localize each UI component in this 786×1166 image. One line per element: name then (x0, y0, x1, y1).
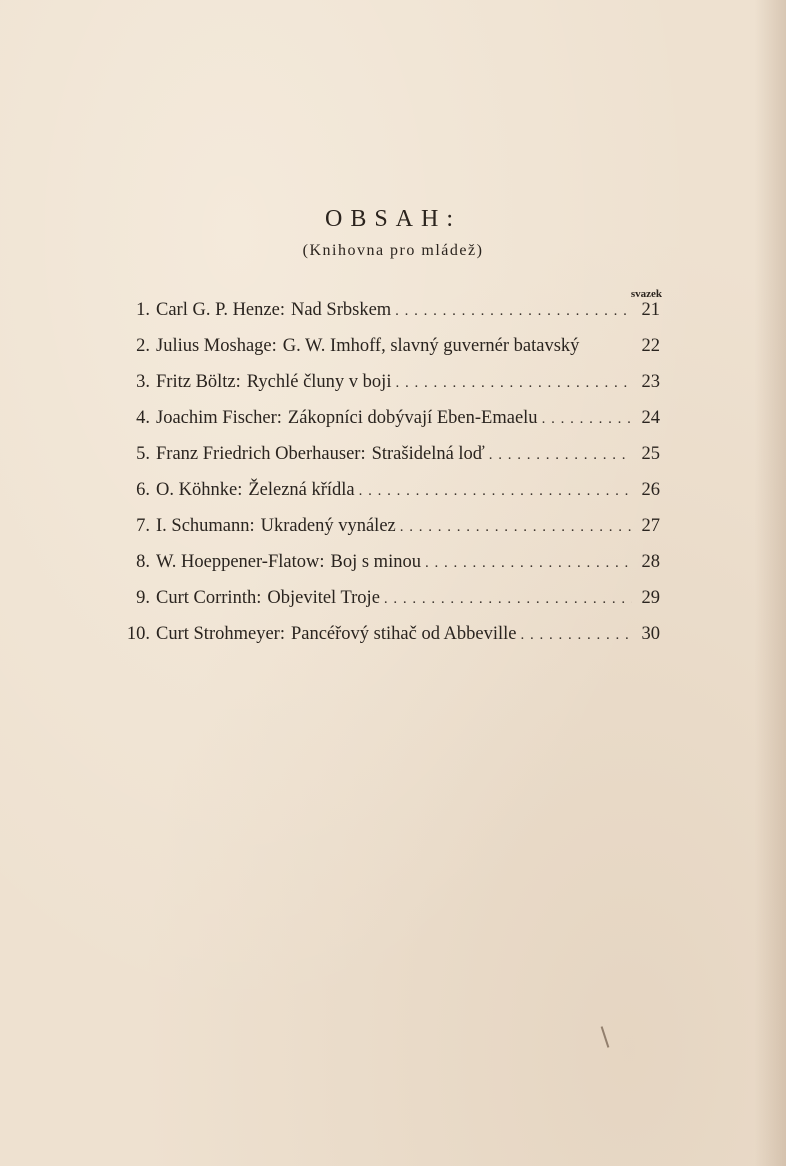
entry-author: Carl G. P. Henze (156, 300, 280, 320)
entry-title: Nad Srbskem (290, 300, 392, 320)
toc-entry-8 (116, 552, 660, 588)
entry-number: 3. (136, 372, 150, 392)
entry-title: G. W. Imhoff, slavný guvernér batavský (282, 336, 580, 356)
entry-title: Zákopníci dobývají Eben-Emaelu (287, 408, 538, 428)
entry-separator: : (279, 624, 285, 644)
leader-dots (400, 519, 632, 536)
entry-author: Fritz Böltz (156, 372, 236, 392)
page-title: OBSAH: (324, 206, 462, 232)
entry-number: 5. (136, 444, 150, 464)
toc-entry-10 (116, 624, 660, 660)
entry-number: 10. (126, 624, 150, 644)
entry-author: Curt Corrinth (156, 588, 257, 608)
toc-entry-2 (116, 336, 660, 372)
entry-title: Boj s minou (330, 552, 421, 572)
leader-dots (395, 303, 632, 320)
entry-title: Železná křídla (248, 480, 355, 500)
leader-dots (489, 447, 632, 464)
entry-author: Franz Friedrich Oberhauser (156, 444, 361, 464)
entry-title: Objevitel Troje (267, 588, 380, 608)
entry-volume: 27 (641, 516, 660, 536)
entry-separator: : (319, 552, 325, 572)
entry-volume: 30 (641, 624, 660, 644)
table-of-contents (116, 300, 660, 660)
entry-title: Pancéřový stihač od Abbeville (290, 624, 517, 644)
entry-separator: : (249, 516, 255, 536)
entry-number: 1. (136, 300, 150, 320)
entry-volume: 28 (641, 552, 660, 572)
entry-volume: 26 (641, 480, 660, 500)
entry-number: 7. (136, 516, 150, 536)
entry-number: 2. (136, 336, 150, 356)
entry-author: Julius Moshage (156, 336, 272, 356)
toc-entry-4 (116, 408, 660, 444)
leader-dots (425, 555, 632, 572)
entry-volume: 23 (641, 372, 660, 392)
toc-entry-9 (116, 588, 660, 624)
leader-dots (384, 591, 632, 608)
entry-separator: : (237, 480, 243, 500)
entry-number: 8. (136, 552, 150, 572)
entry-number: 6. (136, 480, 150, 500)
entry-volume: 25 (641, 444, 660, 464)
entry-author: W. Hoeppener-Flatow (156, 552, 320, 572)
entry-volume: 29 (641, 588, 660, 608)
entry-title: Rychlé čluny v boji (246, 372, 392, 392)
toc-entry-7 (116, 516, 660, 552)
toc-entry-5 (116, 444, 660, 480)
toc-entry-1 (116, 300, 660, 336)
leader-dots (542, 411, 632, 428)
leader-dots (395, 375, 632, 392)
entry-number: 9. (136, 588, 150, 608)
entry-volume: 24 (641, 408, 660, 428)
entry-author: Joachim Fischer (156, 408, 277, 428)
entry-separator: : (256, 588, 262, 608)
page-subtitle: (Knihovna pro mládež) (302, 242, 484, 259)
entry-title: Strašidelná loď (371, 444, 485, 464)
entry-separator: : (235, 372, 241, 392)
entry-separator: : (279, 300, 285, 320)
entry-separator: : (276, 408, 282, 428)
entry-title: Ukradený vynález (260, 516, 396, 536)
entry-separator: : (360, 444, 366, 464)
entry-separator: : (271, 336, 277, 356)
entry-volume: 21 (641, 300, 660, 320)
pencil-mark (601, 1026, 610, 1048)
entry-author: Curt Strohmeyer (156, 624, 280, 644)
entry-author: O. Köhnke (156, 480, 238, 500)
volume-column-header: svazek (630, 288, 662, 300)
leader-dots (359, 483, 632, 500)
toc-entry-3 (116, 372, 660, 408)
entry-number: 4. (136, 408, 150, 428)
entry-volume: 22 (641, 336, 660, 356)
leader-dots (521, 627, 632, 644)
entry-author: I. Schumann (156, 516, 250, 536)
toc-entry-6 (116, 480, 660, 516)
